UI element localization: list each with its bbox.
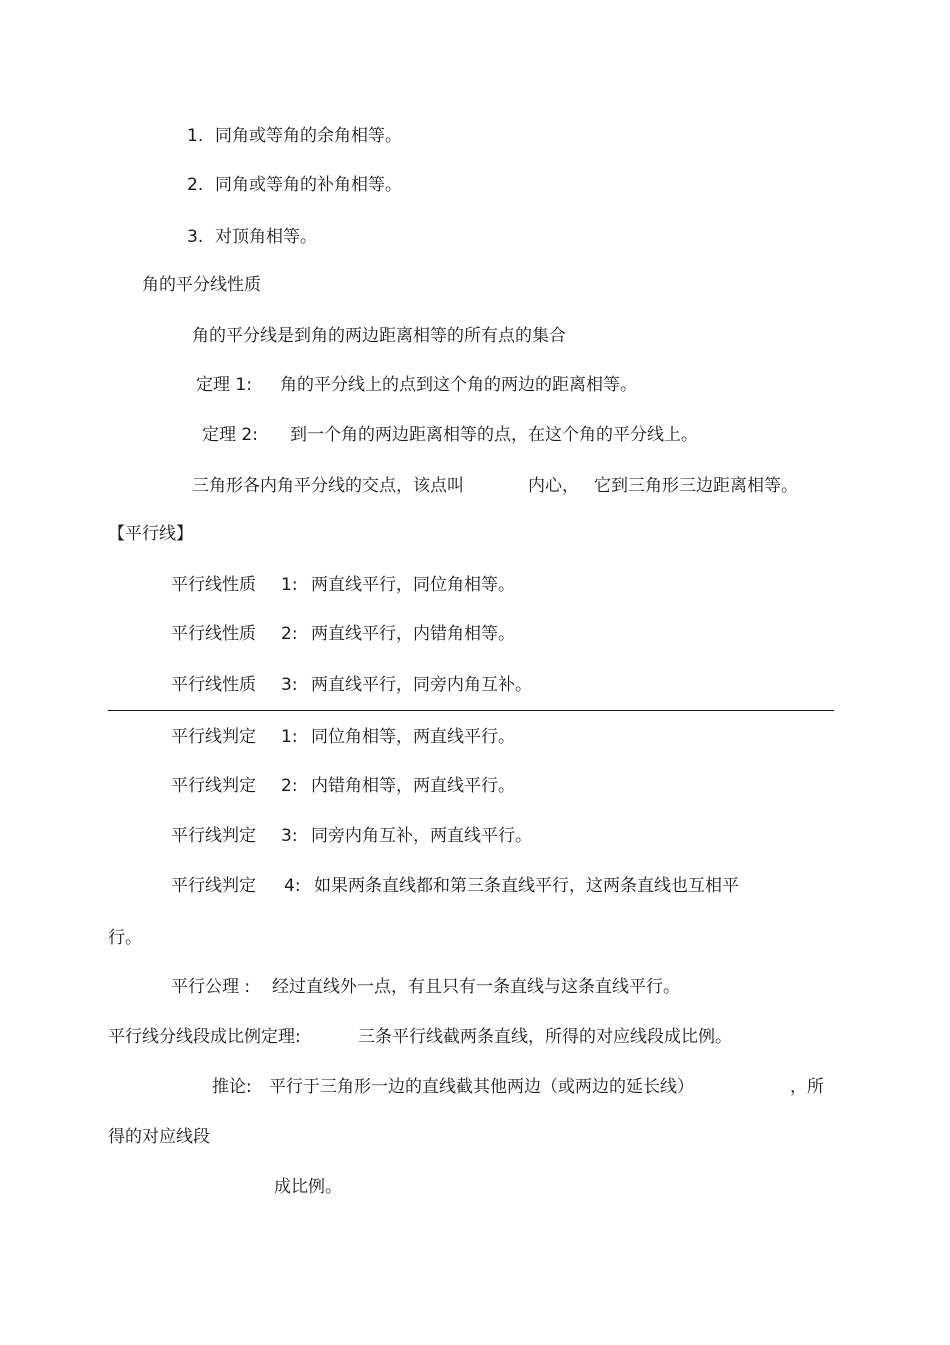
property-label: 平行线性质 — [171, 575, 256, 595]
property-number: 2: — [281, 624, 298, 644]
corollary-line-2: 得的对应线段 — [108, 1127, 210, 1147]
corollary-label: 推论: — [212, 1077, 252, 1097]
theorem-text: 角的平分线上的点到这个角的两边的距离相等。 — [280, 375, 637, 395]
property-text: 两直线平行，同旁内角互补。 — [311, 675, 532, 695]
property-number: 1: — [281, 575, 298, 595]
criterion-text: 内错角相等，两直线平行。 — [311, 776, 515, 796]
criterion-label: 平行线判定 — [171, 826, 256, 846]
section-heading-bisector: 角的平分线性质 — [142, 275, 261, 295]
criterion-label: 平行线判定 — [171, 727, 256, 747]
property-label: 平行线性质 — [171, 675, 256, 695]
criterion-number: 2: — [281, 776, 298, 796]
criterion-label: 平行线判定 — [171, 776, 256, 796]
corollary-line-3: 成比例。 — [274, 1177, 342, 1197]
incenter-text-1: 三角形各内角平分线的交点，该点叫 — [192, 476, 464, 496]
theorem-label: 定理 2: — [202, 425, 258, 445]
criterion-text: 同位角相等，两直线平行。 — [311, 727, 515, 747]
list-number: 2. — [187, 175, 204, 195]
criterion-label: 平行线判定 — [171, 876, 256, 896]
criterion-number: 4: — [284, 876, 301, 896]
criterion-text: 如果两条直线都和第三条直线平行，这两条直线也互相平 — [314, 876, 739, 896]
incenter-term: 内心， — [528, 476, 579, 496]
horizontal-divider — [108, 710, 834, 711]
property-text: 两直线平行，内错角相等。 — [311, 624, 515, 644]
corollary-trailing: ，所 — [790, 1077, 824, 1097]
theorem-text: 到一个角的两边距离相等的点，在这个角的平分线上。 — [290, 425, 698, 445]
incenter-text-2: 它到三角形三边距离相等。 — [594, 476, 798, 496]
list-number: 1. — [187, 126, 204, 146]
list-text: 对顶角相等。 — [215, 227, 317, 247]
criterion-text: 同旁内角互补，两直线平行。 — [311, 826, 532, 846]
proportion-theorem-text: 三条平行线截两条直线，所得的对应线段成比例。 — [358, 1027, 732, 1047]
criterion-4-continuation: 行。 — [108, 928, 142, 948]
list-text: 同角或等角的余角相等。 — [215, 126, 402, 146]
section-heading-parallel: 【平行线】 — [108, 524, 193, 544]
theorem-label: 定理 1: — [196, 375, 252, 395]
property-label: 平行线性质 — [171, 624, 256, 644]
criterion-number: 3: — [281, 826, 298, 846]
criterion-number: 1: — [281, 727, 298, 747]
bisector-definition: 角的平分线是到角的两边距离相等的所有点的集合 — [192, 326, 566, 346]
list-text: 同角或等角的补角相等。 — [215, 175, 402, 195]
axiom-text: 经过直线外一点，有且只有一条直线与这条直线平行。 — [272, 977, 680, 997]
axiom-label: 平行公理 : — [171, 977, 251, 997]
property-text: 两直线平行，同位角相等。 — [311, 575, 515, 595]
proportion-theorem-label: 平行线分线段成比例定理: — [108, 1027, 301, 1047]
list-number: 3. — [187, 227, 204, 247]
property-number: 3: — [281, 675, 298, 695]
corollary-text: 平行于三角形一边的直线截其他两边（或两边的延长线） — [269, 1077, 694, 1097]
